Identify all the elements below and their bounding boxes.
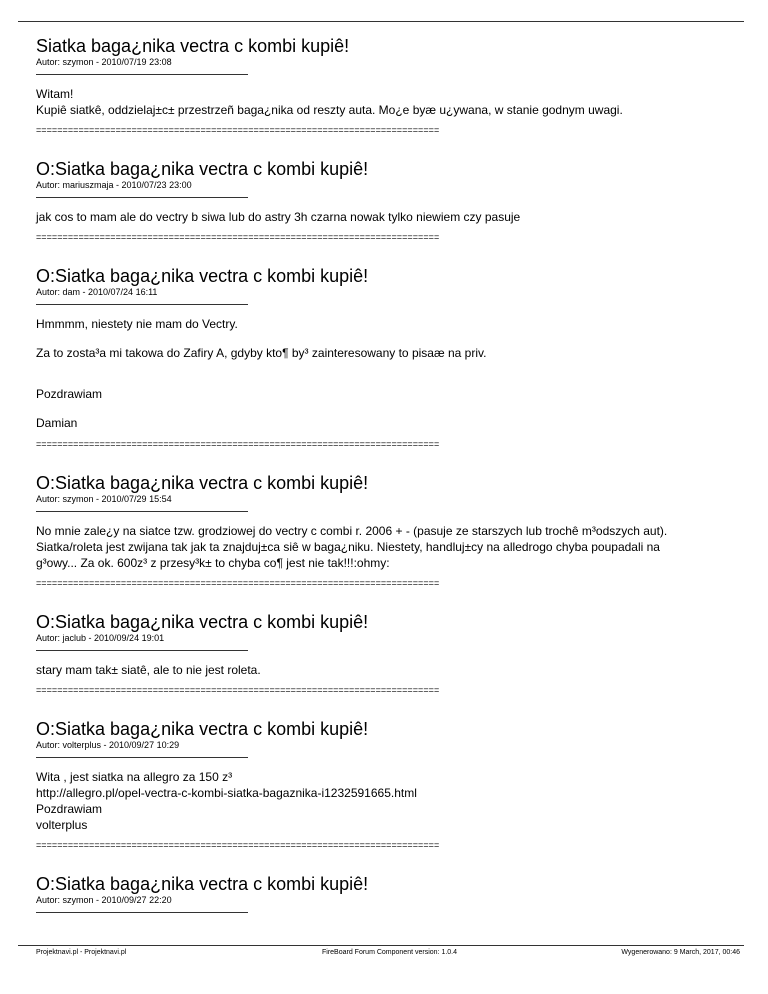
post-author: Autor: szymon - 2010/07/19 23:08 bbox=[36, 57, 172, 67]
post-author: Autor: szymon - 2010/09/27 22:20 bbox=[36, 895, 172, 905]
post-line: volterplus bbox=[36, 818, 88, 832]
post-author: Autor: mariuszmaja - 2010/07/23 23:00 bbox=[36, 180, 192, 190]
post-line: Wita , jest siatka na allegro za 150 z³ bbox=[36, 770, 233, 784]
divider bbox=[36, 197, 248, 198]
post-line: Pozdrawiam bbox=[36, 802, 103, 816]
post-author: Autor: szymon - 2010/07/29 15:54 bbox=[36, 494, 172, 504]
post bbox=[36, 36, 736, 135]
post-author: Autor: volterplus - 2010/09/27 10:29 bbox=[36, 740, 180, 750]
divider bbox=[36, 74, 248, 75]
post-title: Siatka baga¿nika vectra c kombi kupiê! bbox=[36, 36, 350, 56]
separator: ============================================================================ bbox=[36, 840, 440, 850]
divider bbox=[36, 912, 248, 913]
post-body bbox=[36, 662, 736, 678]
post-line: Za to zosta³a mi takowa do Zafiry A, gdyby kto¶ by³ zainteresowany to pisaæ na priv. bbox=[36, 346, 487, 360]
post-title: O:Siatka baga¿nika vectra c kombi kupiê! bbox=[36, 719, 369, 739]
divider bbox=[36, 511, 248, 512]
post-line: stary mam tak± siatê, ale to nie jest roleta. bbox=[36, 663, 261, 677]
post-line: jak cos to mam ale do vectry b siwa lub do astry 3h czarna nowak tylko niewiem czy pasuje bbox=[36, 210, 521, 224]
post-title: O:Siatka baga¿nika vectra c kombi kupiê! bbox=[36, 266, 369, 286]
footer-generated: Wygenerowano: 9 March, 2017, 00:46 bbox=[621, 949, 740, 956]
post-author: Autor: dam - 2010/07/24 16:11 bbox=[36, 287, 158, 297]
footer-site: Projektnavi.pl - Projektnavi.pl bbox=[36, 949, 127, 956]
post-line: Siatka/roleta jest zwijana tak jak ta znajduj±ca siê w baga¿niku. Niestety, handluj±cy na alledrogo chyba poupadali na bbox=[36, 540, 660, 554]
post-line: No mnie zale¿y na siatce tzw. grodziowej do vectry c combi r. 2006 + - (pasuje ze starszych lub trochê m³odszych aut). bbox=[36, 524, 668, 538]
divider bbox=[36, 304, 248, 305]
footer-component: FireBoard Forum Component version: 1.0.4 bbox=[322, 949, 458, 956]
post-body bbox=[36, 769, 736, 833]
post-line: Kupiê siatkê, oddzielaj±c± przestrzeñ baga¿nika od reszty auta. Mo¿e byæ u¿ywana, w stanie godnym uwagi. bbox=[36, 103, 623, 117]
post-body bbox=[36, 86, 736, 118]
post-line: g³owy... Za ok. 600z³ z przesy³k± to chyba co¶ jest nie tak!!!:ohmy: bbox=[36, 556, 390, 570]
post-title: O:Siatka baga¿nika vectra c kombi kupiê! bbox=[36, 159, 369, 179]
post-title: O:Siatka baga¿nika vectra c kombi kupiê! bbox=[36, 473, 369, 493]
post-body bbox=[36, 209, 736, 225]
post-line: Witam! bbox=[36, 87, 74, 101]
post-body bbox=[36, 316, 736, 432]
post-title: O:Siatka baga¿nika vectra c kombi kupiê! bbox=[36, 874, 369, 894]
post bbox=[36, 159, 736, 242]
post-author: Autor: jaclub - 2010/09/24 19:01 bbox=[36, 633, 165, 643]
top-rule bbox=[18, 21, 744, 22]
post-body bbox=[36, 523, 736, 571]
post bbox=[36, 266, 736, 449]
separator: ============================================================================ bbox=[36, 685, 440, 695]
divider bbox=[36, 757, 248, 758]
post bbox=[36, 874, 736, 913]
separator: ============================================================================ bbox=[36, 439, 440, 449]
post-link[interactable]: http://allegro.pl/opel-vectra-c-kombi-siatka-bagaznika-i1232591665.html bbox=[36, 786, 417, 800]
post bbox=[36, 719, 736, 850]
post-line: Damian bbox=[36, 416, 78, 430]
post bbox=[36, 612, 736, 695]
post-title: O:Siatka baga¿nika vectra c kombi kupiê! bbox=[36, 612, 369, 632]
separator: ============================================================================ bbox=[36, 125, 440, 135]
post-line: Pozdrawiam bbox=[36, 387, 103, 401]
post-line: Hmmmm, niestety nie mam do Vectry. bbox=[36, 317, 238, 331]
separator: ============================================================================ bbox=[36, 578, 440, 588]
separator: ============================================================================ bbox=[36, 232, 440, 242]
footer-rule bbox=[18, 945, 744, 946]
post bbox=[36, 473, 736, 588]
post-list bbox=[36, 36, 736, 913]
divider bbox=[36, 650, 248, 651]
